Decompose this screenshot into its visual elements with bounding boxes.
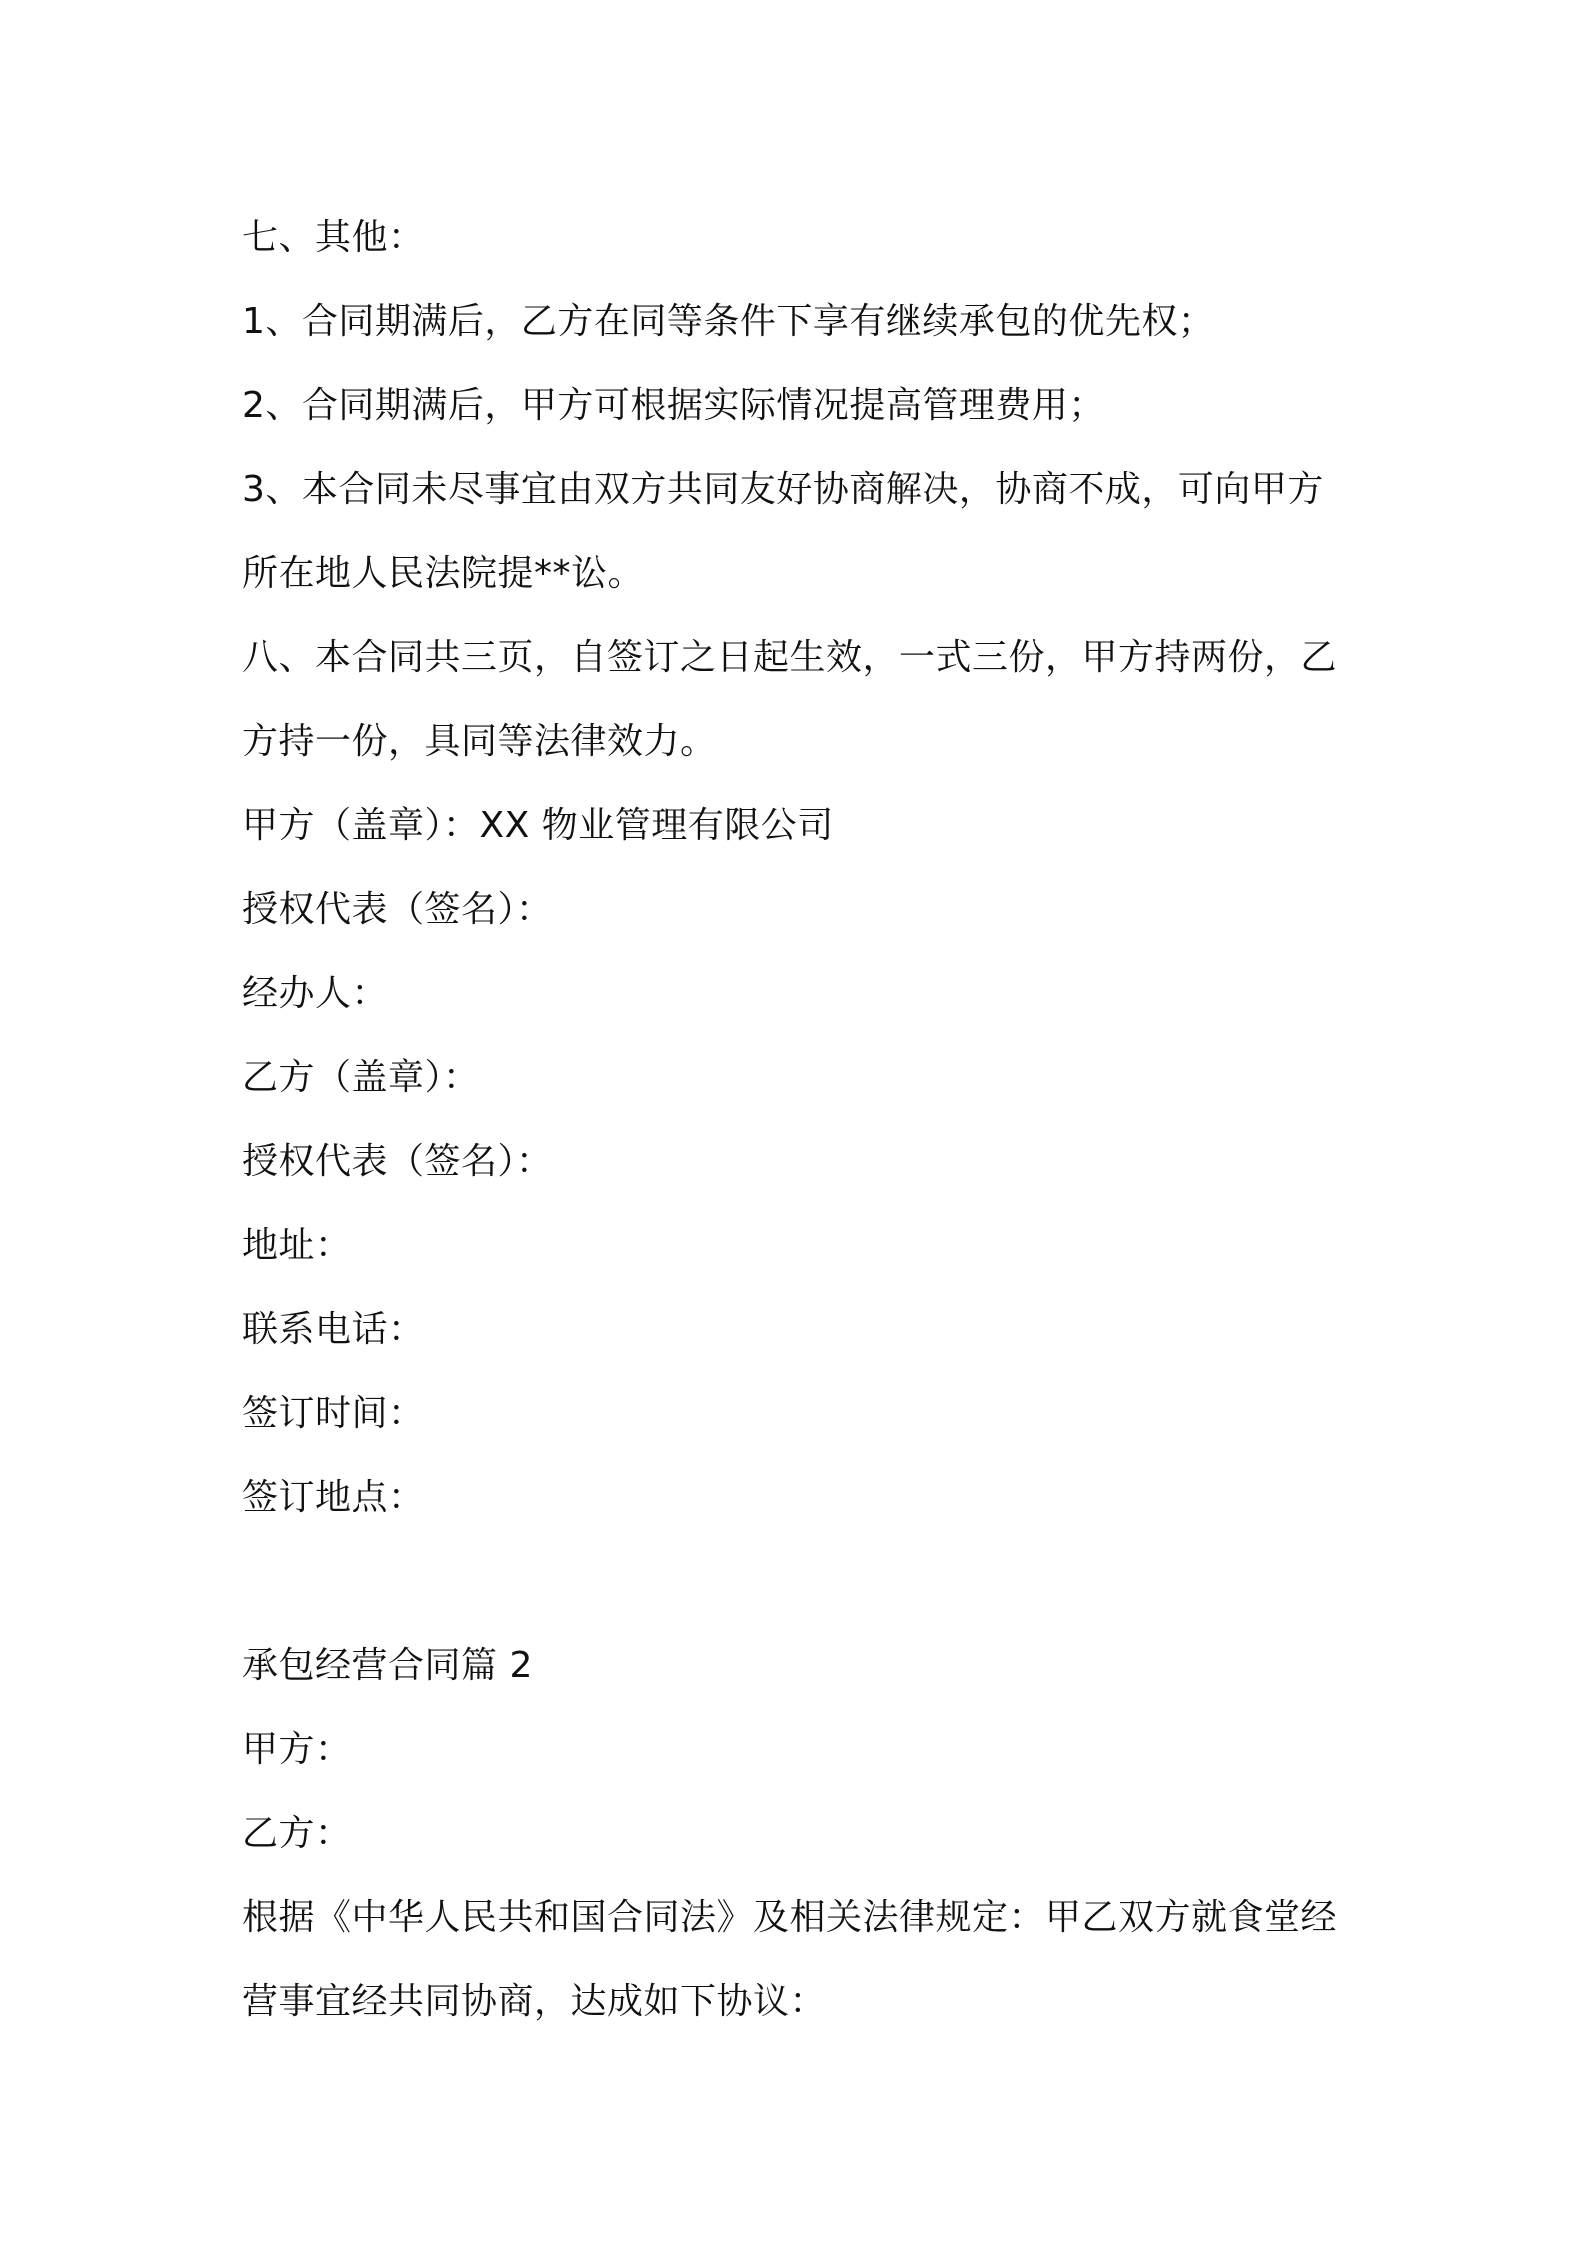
document-content (242, 196, 1362, 2044)
signature-party-b-rep: 授权代表（签名）： (242, 1141, 553, 1182)
section-eight-line-1: 八、本合同共三页，自签订之日起生效，一式三份，甲方持两份，乙 (242, 637, 1338, 678)
clause-item-3-line-1: 3、本合同未尽事宜由双方共同友好协商解决，协商不成，可向甲方 (242, 469, 1324, 510)
signature-address: 地址： (242, 1225, 352, 1266)
signature-party-b: 乙方（盖章）： (242, 1057, 480, 1098)
clause-item-1: 1、合同期满后，乙方在同等条件下享有继续承包的优先权； (242, 301, 1215, 342)
contract-2-party-b: 乙方： (242, 1813, 352, 1854)
signature-party-a: 甲方（盖章）：XX 物业管理有限公司 (242, 805, 834, 846)
section-heading-other: 七、其他： (242, 217, 425, 258)
signature-time: 签订时间： (242, 1393, 425, 1434)
signature-handler: 经办人： (242, 973, 389, 1014)
contract-2-title: 承包经营合同篇 2 (242, 1645, 533, 1686)
clause-item-2: 2、合同期满后，甲方可根据实际情况提高管理费用； (242, 385, 1105, 426)
clause-item-3-line-2: 所在地人民法院提**讼。 (242, 553, 645, 594)
contract-2-intro-line-1: 根据《中华人民共和国合同法》及相关法律规定：甲乙双方就食堂经 (242, 1897, 1338, 1938)
contract-2-party-a: 甲方： (242, 1729, 352, 1770)
section-eight-line-2: 方持一份，具同等法律效力。 (242, 721, 717, 762)
signature-phone: 联系电话： (242, 1309, 425, 1350)
section-spacer (242, 1540, 1362, 1624)
signature-place: 签订地点： (242, 1477, 425, 1518)
contract-2-intro-line-2: 营事宜经共同协商，达成如下协议： (242, 1981, 827, 2022)
signature-party-a-rep: 授权代表（签名）： (242, 889, 553, 930)
